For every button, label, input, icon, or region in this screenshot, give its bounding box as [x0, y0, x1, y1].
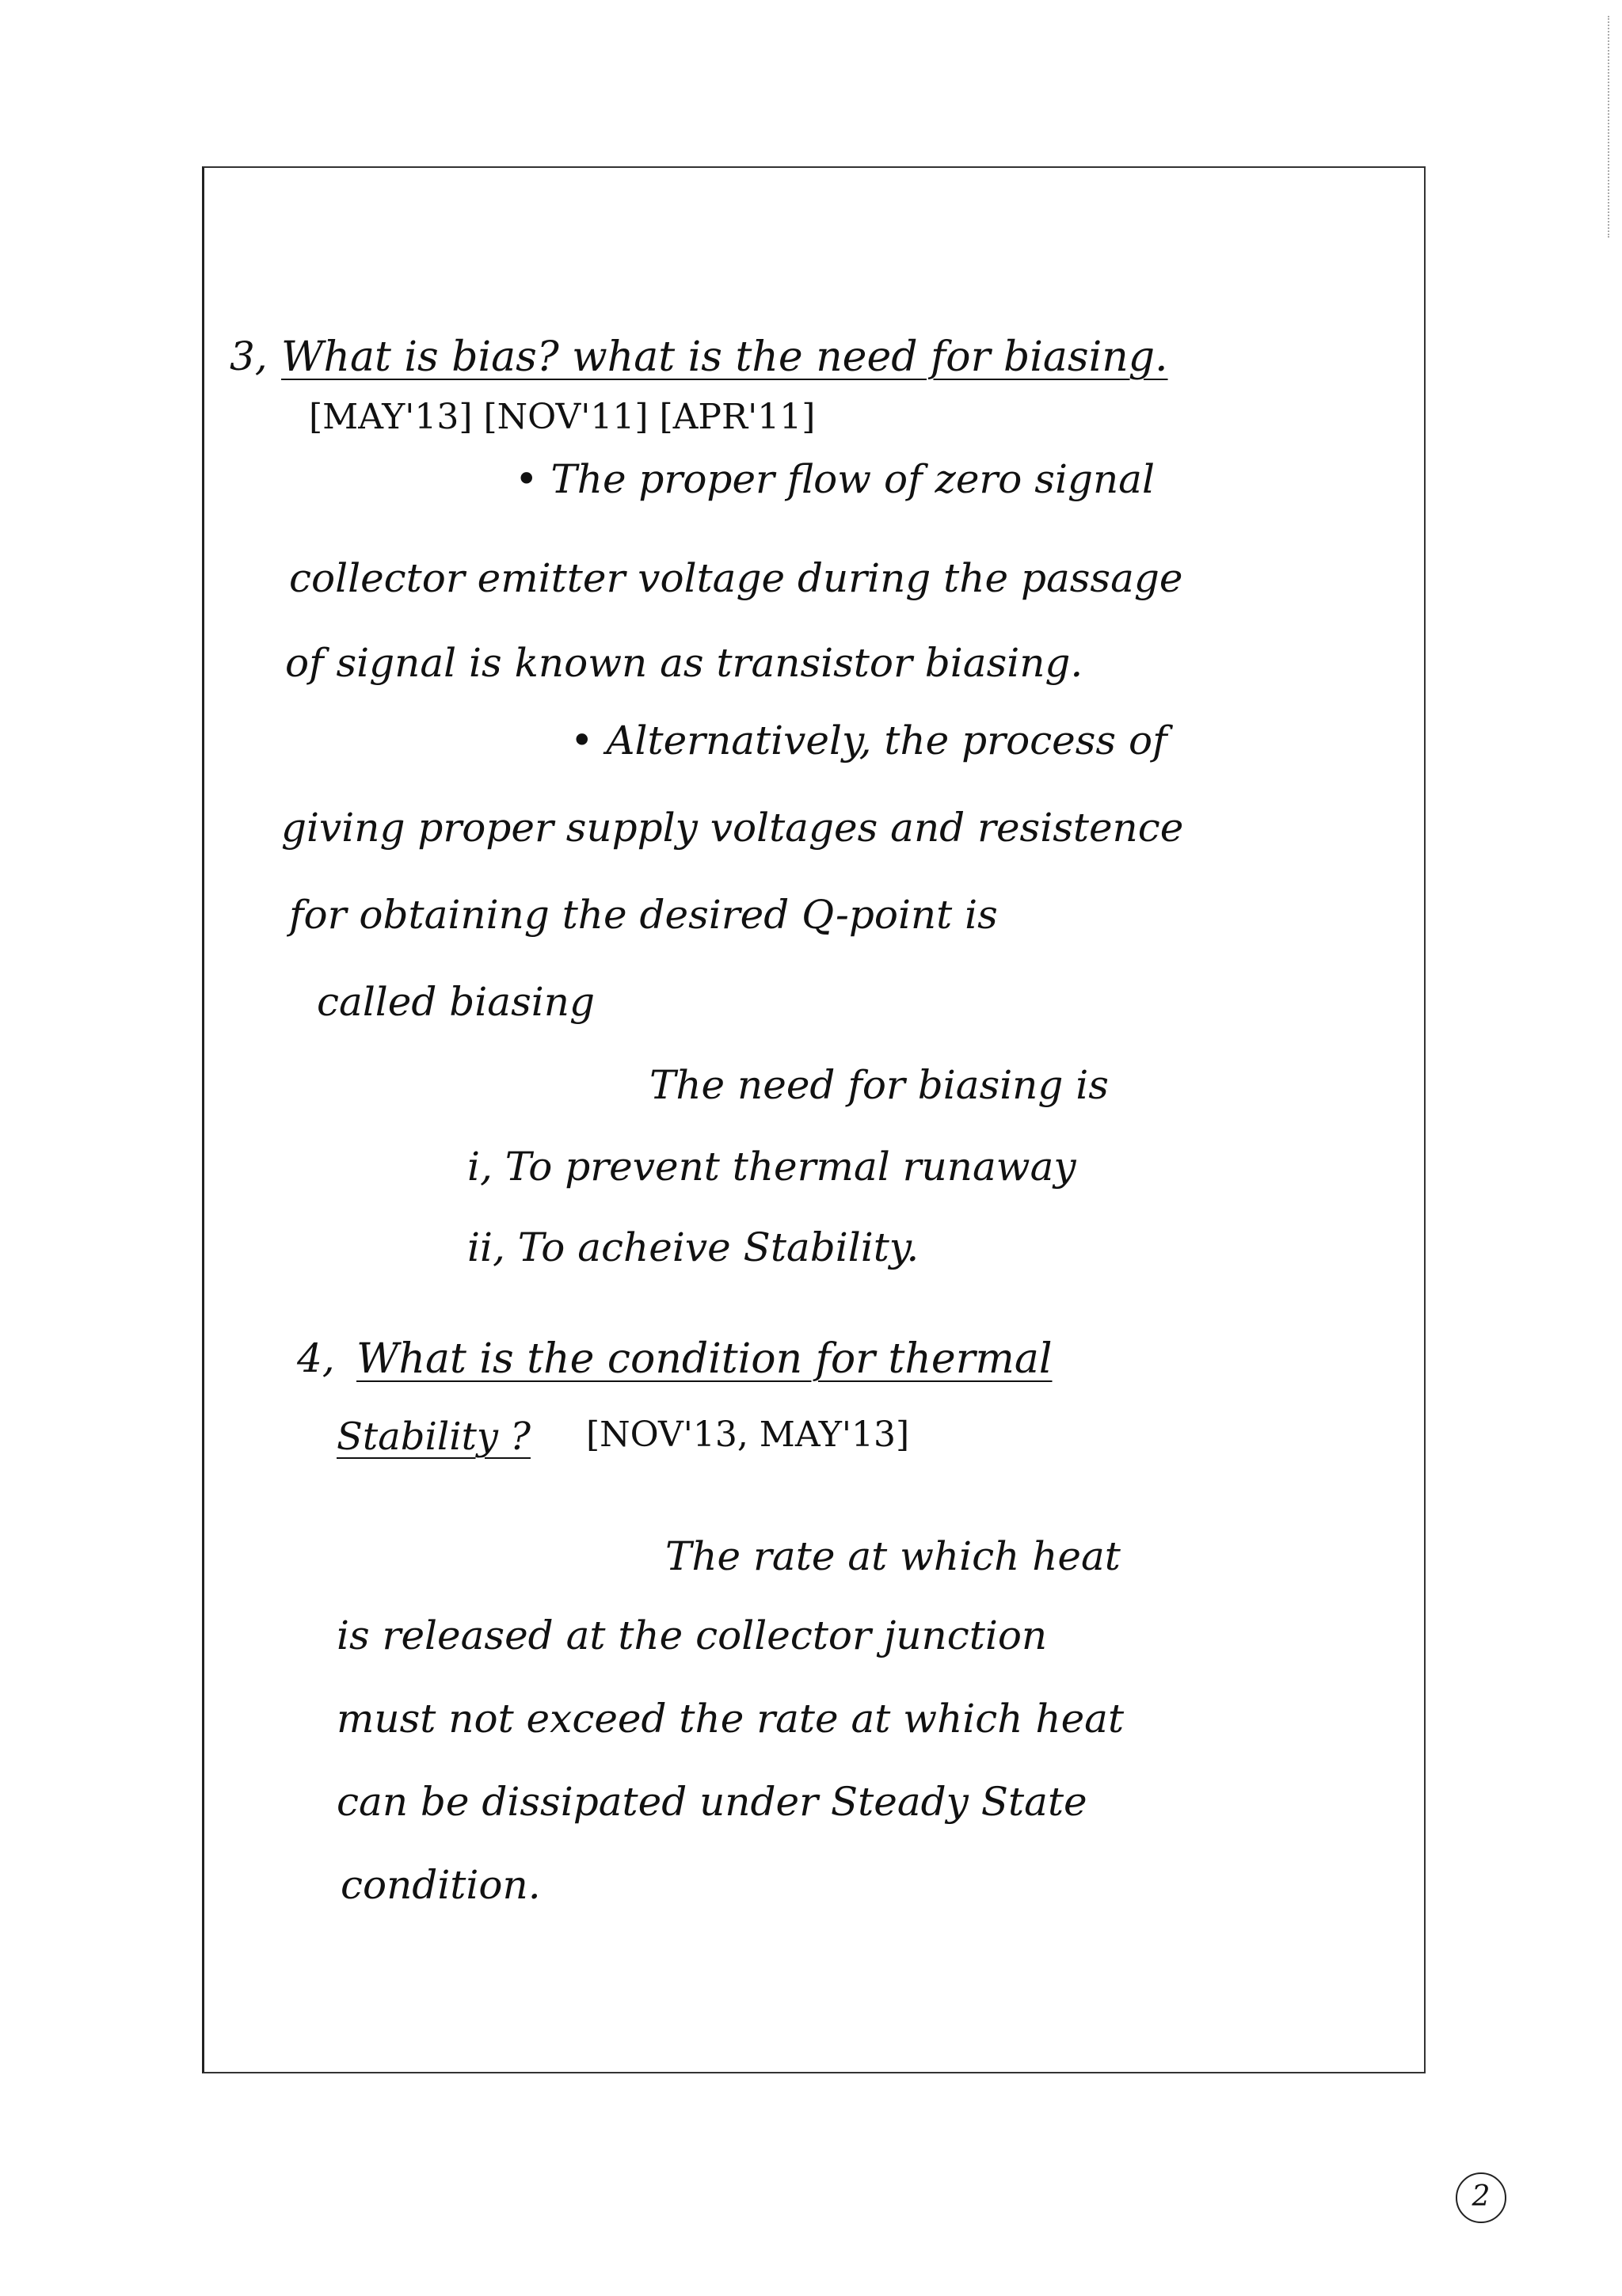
q4-answer-line-2: is released at the collector junction — [337, 1613, 1048, 1658]
q4-answer-line-1: The rate at which heat — [665, 1533, 1121, 1579]
q3-answer-line-3: of signal is known as transistor biasing. — [285, 640, 1083, 686]
q3-answer-line-5: giving proper supply voltages and resistence — [281, 805, 1184, 851]
question-4-tags: [NOV'13, MAY'13] — [586, 1415, 910, 1455]
q3-need-item-2: ii, To acheive Stability. — [467, 1224, 920, 1270]
q3-answer-line-1: • The proper flow of zero signal — [515, 459, 1155, 499]
question-4-title-line-1: What is the condition for thermal — [356, 1335, 1053, 1383]
q3-answer-line-7: called biasing — [317, 979, 595, 1025]
q3-answer-line-6: for obtaining the desired Q-point is — [289, 892, 998, 938]
q4-answer-line-5: condition. — [341, 1862, 541, 1908]
q3-answer-line-2: collector emitter voltage during the passage — [289, 555, 1183, 601]
page-number: 2 — [1456, 2172, 1506, 2223]
question-4-number: 4, — [297, 1335, 335, 1381]
q4-answer-line-4: can be dissipated under Steady State — [337, 1779, 1087, 1825]
q3-answer-line-4: • Alternatively, the process of — [570, 721, 1167, 760]
question-3-title: What is bias? what is the need for biasing. — [281, 333, 1168, 381]
question-4-title-line-2: Stability ? — [337, 1415, 531, 1459]
question-3-tags: [MAY'13] [NOV'11] [APR'11] — [309, 397, 816, 437]
scan-margin-marks — [1608, 16, 1612, 238]
q3-need-intro: The need for biasing is — [649, 1062, 1109, 1108]
q4-answer-line-3: must not exceed the rate at which heat — [337, 1696, 1125, 1742]
question-3-number: 3, — [230, 333, 268, 379]
q3-need-item-1: i, To prevent thermal runaway — [467, 1144, 1076, 1190]
